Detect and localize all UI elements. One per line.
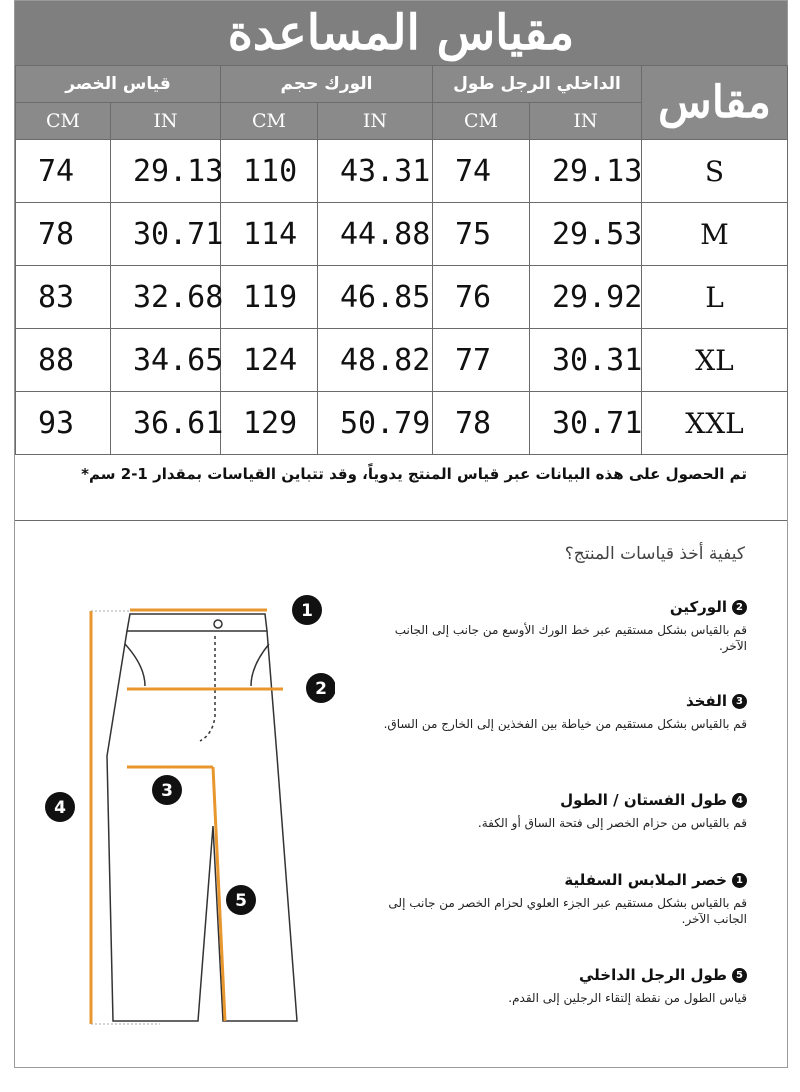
table-cell: 93	[16, 392, 111, 455]
svg-text:2: 2	[315, 679, 327, 699]
guide-item-title: خصر الملابس السفلية	[564, 871, 727, 889]
unit-header: CM	[16, 103, 111, 140]
table-cell: 30.31	[530, 329, 642, 392]
table-cell: 29.13	[530, 140, 642, 203]
table-cell: 110	[221, 140, 318, 203]
table-row	[16, 392, 788, 455]
marker-4	[45, 792, 75, 822]
size-label: XXL	[642, 392, 788, 455]
table-cell: 46.85	[318, 266, 433, 329]
number-badge: 3	[732, 694, 747, 709]
marker-3	[152, 775, 182, 805]
page-title: مقياس المساعدة	[227, 5, 575, 61]
unit-header: CM	[221, 103, 318, 140]
guide-item-hips	[367, 598, 747, 654]
table-cell: 29.92	[530, 266, 642, 329]
unit-header: IN	[530, 103, 642, 140]
table-cell: 74	[16, 140, 111, 203]
svg-text:4: 4	[54, 798, 66, 818]
table-row	[16, 329, 788, 392]
svg-text:3: 3	[161, 781, 173, 801]
table-cell: 129	[221, 392, 318, 455]
size-table	[15, 65, 788, 455]
table-cell: 114	[221, 203, 318, 266]
table-cell: 34.65	[111, 329, 221, 392]
guide-item-desc: قم بالقياس بشكل مستقيم عبر خط الورك الأوسع من جانب إلى الجانب الآخر.	[394, 623, 747, 653]
table-cell: 76	[433, 266, 530, 329]
table-cell: 119	[221, 266, 318, 329]
table-cell: 32.68	[111, 266, 221, 329]
guide-item-title: طول الرجل الداخلي	[579, 966, 727, 984]
table-row	[16, 140, 788, 203]
guide-item-desc: قم بالقياس من حزام الخصر إلى فتحة الساق أو الكفة.	[477, 816, 747, 830]
pants-diagram	[35, 586, 335, 1031]
table-cell: 77	[433, 329, 530, 392]
note-text: تم الحصول على هذه البيانات عبر قياس المنتج يدوياً، وقد تتباين القياسات بمقدار 1-2 سم*	[81, 465, 747, 483]
size-chart	[14, 0, 788, 1068]
table-cell: 83	[16, 266, 111, 329]
unit-header: IN	[318, 103, 433, 140]
table-cell: 78	[16, 203, 111, 266]
group-header-inseam: الداخلي الرجل طول	[433, 66, 642, 103]
size-label: M	[642, 203, 788, 266]
guide-title: كيفية أخذ قياسات المنتج؟	[564, 544, 745, 564]
title-bar	[15, 1, 787, 65]
guide-item-desc: قم بالقياس بشكل مستقيم من خياطة بين الفخذين إلى الخارج من الساق.	[383, 717, 747, 731]
table-cell: 78	[433, 392, 530, 455]
number-badge: 5	[732, 968, 747, 983]
table-cell: 43.31	[318, 140, 433, 203]
table-cell: 30.71	[111, 203, 221, 266]
svg-text:5: 5	[235, 891, 247, 911]
table-row	[16, 266, 788, 329]
table-cell: 88	[16, 329, 111, 392]
guide-item-desc: قم بالقياس بشكل مستقيم عبر الجزء العلوي لحزام الخصر من جانب إلى الجانب الآخر.	[388, 896, 747, 926]
measure-line-inseam	[213, 767, 225, 1021]
table-cell: 30.71	[530, 392, 642, 455]
marker-2	[306, 673, 335, 703]
table-cell: 36.61	[111, 392, 221, 455]
table-cell: 75	[433, 203, 530, 266]
size-column-header: مقاس	[642, 66, 788, 140]
number-badge: 2	[732, 600, 747, 615]
size-label: S	[642, 140, 788, 203]
marker-5	[226, 885, 256, 915]
table-cell: 29.53	[530, 203, 642, 266]
measurement-note	[15, 457, 787, 521]
unit-header: CM	[433, 103, 530, 140]
guide-item-inseam	[367, 966, 747, 1006]
guide-item-title: طول الفستان / الطول	[560, 791, 727, 809]
guide-item-waist	[367, 871, 747, 927]
table-cell: 124	[221, 329, 318, 392]
guide-item-desc: قياس الطول من نقطة إلتقاء الرجلين إلى القدم.	[508, 991, 747, 1005]
table-cell: 74	[433, 140, 530, 203]
table-cell: 29.13	[111, 140, 221, 203]
table-cell: 48.82	[318, 329, 433, 392]
svg-text:1: 1	[301, 601, 313, 621]
group-header-hip: الورك حجم	[221, 66, 433, 103]
table-cell: 50.79	[318, 392, 433, 455]
size-label: XL	[642, 329, 788, 392]
table-cell: 44.88	[318, 203, 433, 266]
guide-item-thigh	[367, 692, 747, 732]
group-header-waist: قياس الخصر	[16, 66, 221, 103]
guide-item-title: الوركين	[669, 598, 727, 616]
size-label: L	[642, 266, 788, 329]
number-badge: 1	[732, 873, 747, 888]
table-row	[16, 203, 788, 266]
guide-item-length	[367, 791, 747, 831]
marker-1	[292, 595, 322, 625]
guide-item-title: الفخذ	[685, 692, 727, 710]
unit-header: IN	[111, 103, 221, 140]
number-badge: 4	[732, 793, 747, 808]
